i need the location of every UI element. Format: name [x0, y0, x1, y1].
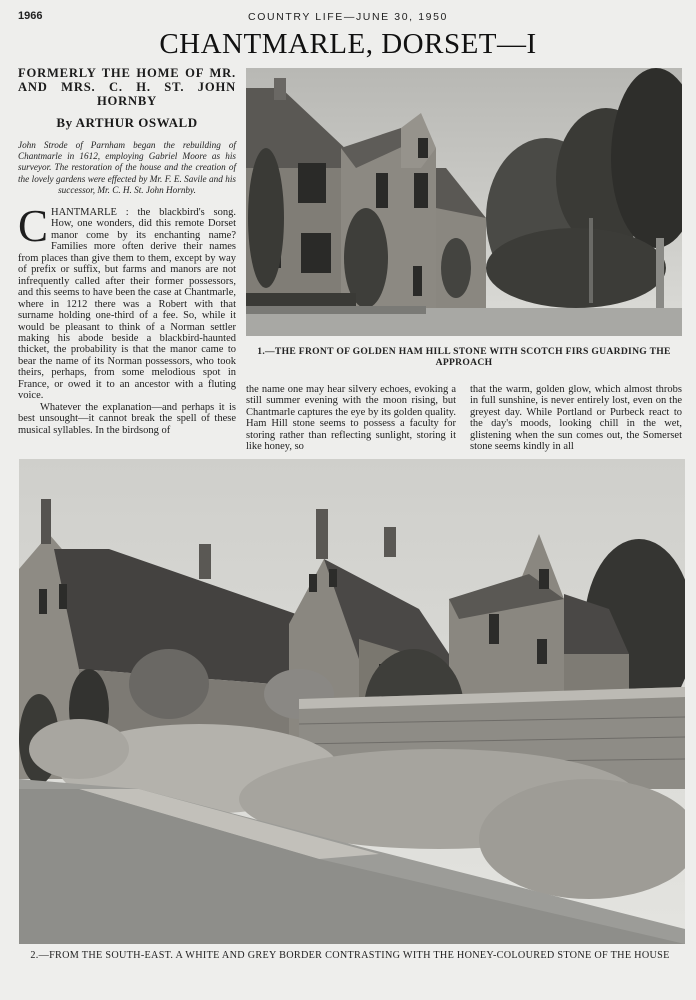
- article-title: CHANTMARLE, DORSET—I: [159, 28, 537, 60]
- drop-cap: C: [18, 201, 49, 252]
- figure-2-caption: 2.—FROM THE SOUTH-EAST. A WHITE AND GREY BORDER CONTRASTING WITH THE HONEY-COLOURED STONE OF THE HOUSE: [30, 950, 670, 961]
- photo-south-east-view: [19, 459, 685, 944]
- page-number: 1966: [18, 10, 43, 22]
- intro-column: [18, 66, 236, 436]
- house-front-photo-illustration: [246, 68, 682, 336]
- paragraph-1: CHANTMARLE : the blackbird's song. How, one wonders, did this remote Dorset manor come by its enchanting name? Families more often derive their names from places than give them to them, except by way of prefix or suffix, but farms and manors are not infrequently called after their former possessors, and this seems to have been the case at Chantmarle, where in 1212 there was a Robert with that surname holding one-third of a fee. So, while it would be pleasant to think of a Norman settler making his abode beside a blackbird-haunted thicket, the probability is that the manor came to bear the name of its Norman possessors, who took theirs, perhaps, from some melodious spot in France, or owed it to an ancestor with a fluting voice.: [18, 201, 236, 402]
- article-body-col1: [18, 201, 236, 436]
- photo-front-of-house: [246, 68, 682, 336]
- subheading: FORMERLY THE HOME OF MR. AND MRS. C. H. ST. JOHN HORNBY: [18, 66, 236, 108]
- running-head: COUNTRY LIFE—JUNE 30, 1950: [248, 11, 448, 23]
- paragraph-2: Whatever the explanation—and perhaps it is best unsought—it cannot break the spell of these musical syllables. In the birdsong of: [18, 401, 236, 436]
- byline: By ARTHUR OSWALD: [56, 115, 198, 130]
- article-body-col3: that the warm, golden glow, which almost throbs in full sunshine, is never entirely lost, even on the greyest day. While Portland or Purbeck react to the day's moods, looking chill in the wet, glistening when the sun comes out, the Somerset stone seems kindly in all: [470, 384, 682, 453]
- standfirst: John Strode of Parnham began the rebuilding of Chantmarle in 1612, employing Gabriel Moore as his surveyor. The restoration of the house and the creation of the lovely gardens were effected by Mr. F. E. Savile and his successor, Mr. C. H. St. John Hornby.: [18, 140, 236, 195]
- figure-1-caption: 1.—THE FRONT OF GOLDEN HAM HILL STONE WITH SCOTCH FIRS GUARDING THE APPROACH: [257, 346, 671, 368]
- south-east-photo-illustration: [19, 459, 685, 944]
- article-body-col2: the name one may hear silvery echoes, evoking a still summer evening with the moon rising, but Chantmarle captures the eye by its golden quality. Ham Hill stone seems to possess a faculty for storing rather than reflecting sunlight, storing it like honey, so: [246, 384, 456, 453]
